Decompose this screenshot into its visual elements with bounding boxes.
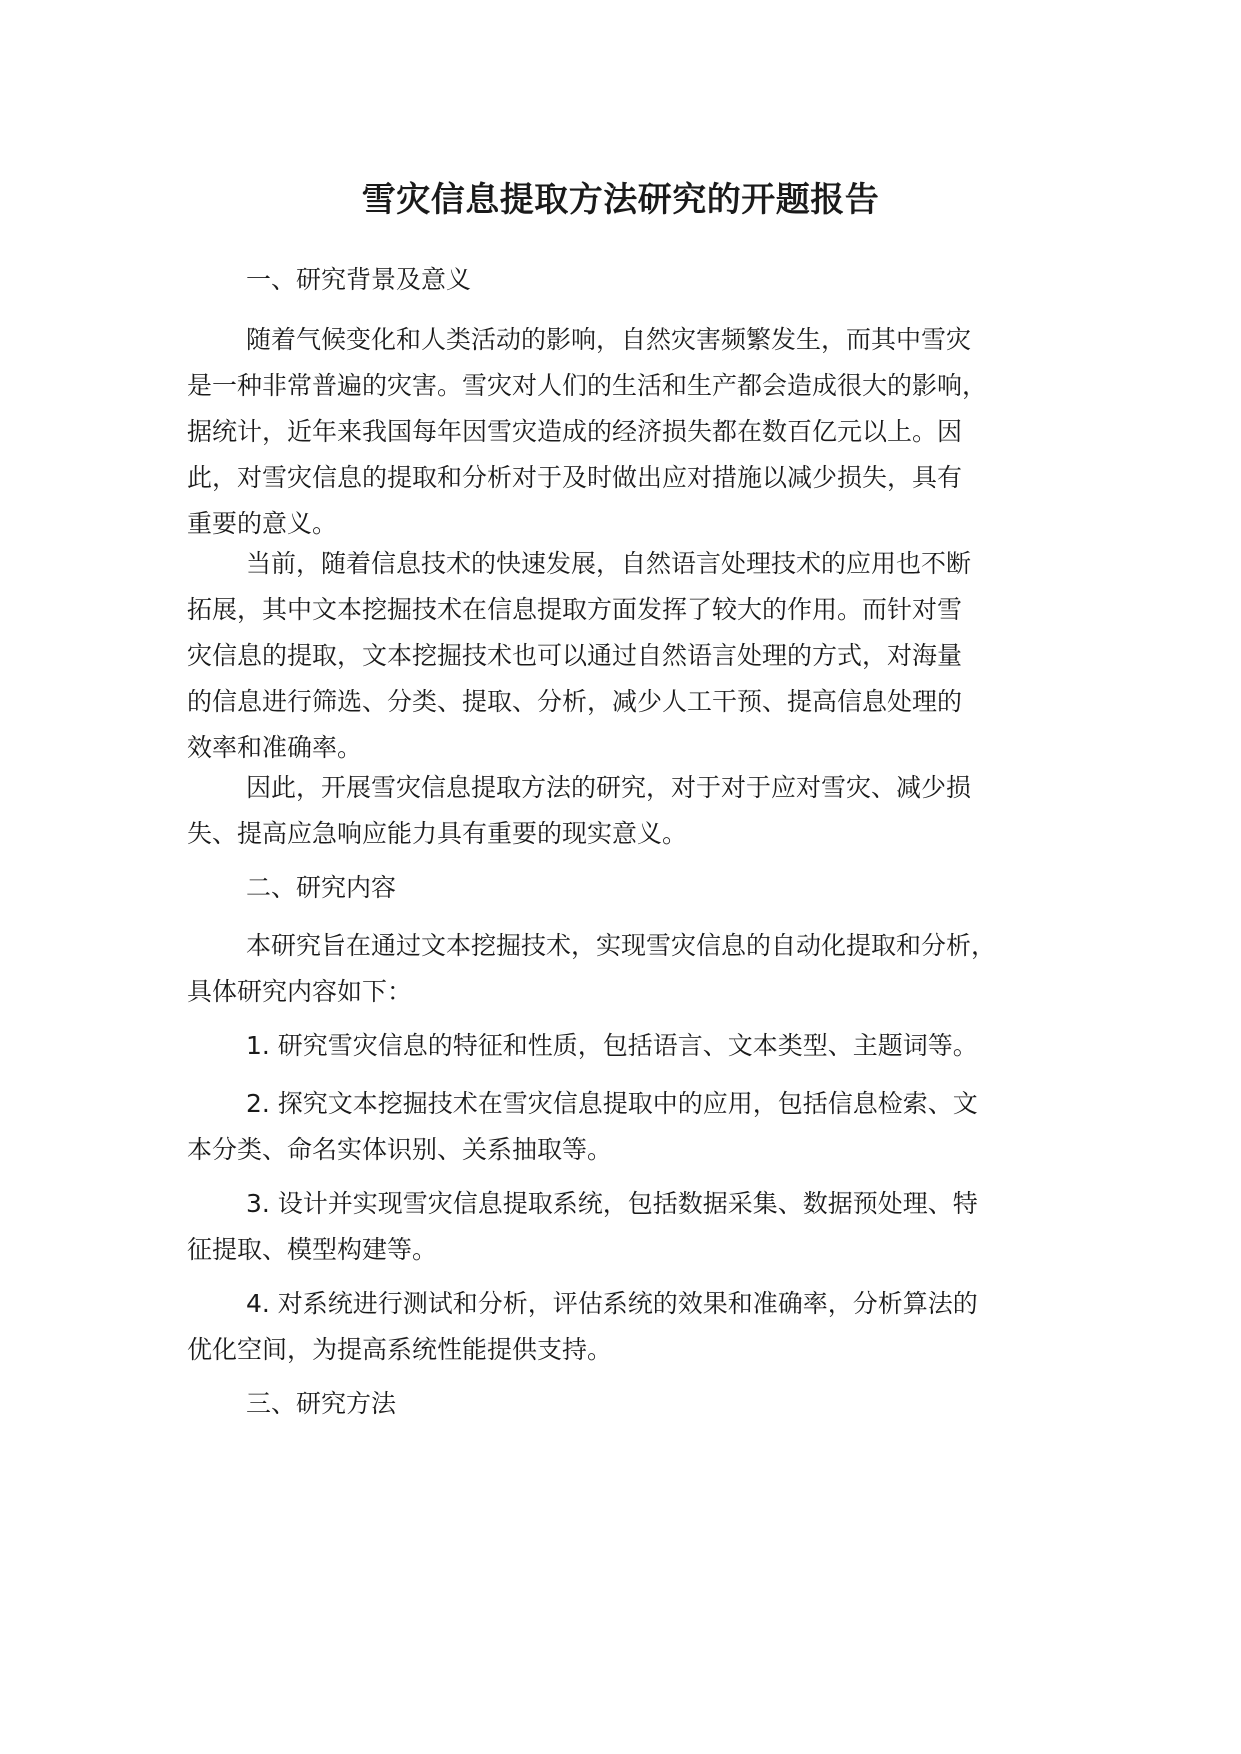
paragraph-line: 拓展，其中文本挖掘技术在信息提取方面发挥了较大的作用。而针对雪 [187,595,963,624]
paragraph-line: 失、提高应急响应能力具有重要的现实意义。 [187,819,688,848]
section-heading-background [187,257,1087,303]
paragraph-research-intro [187,923,1087,1015]
paragraph-line: 效率和准确率。 [187,733,363,762]
section-heading: 一、研究背景及意义 [246,265,472,294]
list-item [187,1181,1087,1273]
document-title: 雪灾信息提取方法研究的开题报告 [361,180,880,220]
paragraph-line: 1. 研究雪灾信息的特征和性质，包括语言、文本类型、主题词等。 [246,1031,978,1060]
paragraph-line: 2. 探究文本挖掘技术在雪灾信息提取中的应用，包括信息检索、文 [246,1089,978,1118]
paragraph-line: 是一种非常普遍的灾害。雪灾对人们的生活和生产都会造成很大的影响， [187,371,988,400]
paragraph-current-technology [187,541,1087,771]
list-item [187,1281,1087,1373]
paragraph-line: 本分类、命名实体识别、关系抽取等。 [187,1135,613,1164]
paragraph-line: 此，对雪灾信息的提取和分析对于及时做出应对措施以减少损失，具有 [187,463,963,492]
section-heading-content [187,865,1087,911]
paragraph-line: 灾信息的提取，文本挖掘技术也可以通过自然语言处理的方式，对海量 [187,641,963,670]
paragraph-line: 的信息进行筛选、分类、提取、分析，减少人工干预、提高信息处理的 [187,687,963,716]
paragraph-line: 随着气候变化和人类活动的影响，自然灾害频繁发生，而其中雪灾 [246,325,972,354]
paragraph-line: 当前，随着信息技术的快速发展，自然语言处理技术的应用也不断 [246,549,972,578]
paragraph-line: 优化空间，为提高系统性能提供支持。 [187,1335,613,1364]
section-heading-methods [187,1381,1087,1427]
paragraph-line: 征提取、模型构建等。 [187,1235,438,1264]
paragraph-line: 3. 设计并实现雪灾信息提取系统，包括数据采集、数据预处理、特 [246,1189,978,1218]
paragraph-line: 重要的意义。 [187,509,338,538]
list-item [187,1023,1087,1069]
paragraph-line: 本研究旨在通过文本挖掘技术，实现雪灾信息的自动化提取和分析， [246,931,997,960]
section-heading: 三、研究方法 [246,1389,397,1418]
paragraph-conclusion [187,765,1087,857]
section-heading: 二、研究内容 [246,873,397,902]
paragraph-line: 因此，开展雪灾信息提取方法的研究，对于对于应对雪灾、减少损 [246,773,972,802]
paragraph-line: 据统计，近年来我国每年因雪灾造成的经济损失都在数百亿元以上。因 [187,417,963,446]
paragraph-background-significance [187,317,1087,547]
paragraph-line: 4. 对系统进行测试和分析，评估系统的效果和准确率，分析算法的 [246,1289,978,1318]
list-item [187,1081,1087,1173]
paragraph-line: 具体研究内容如下： [187,977,413,1006]
